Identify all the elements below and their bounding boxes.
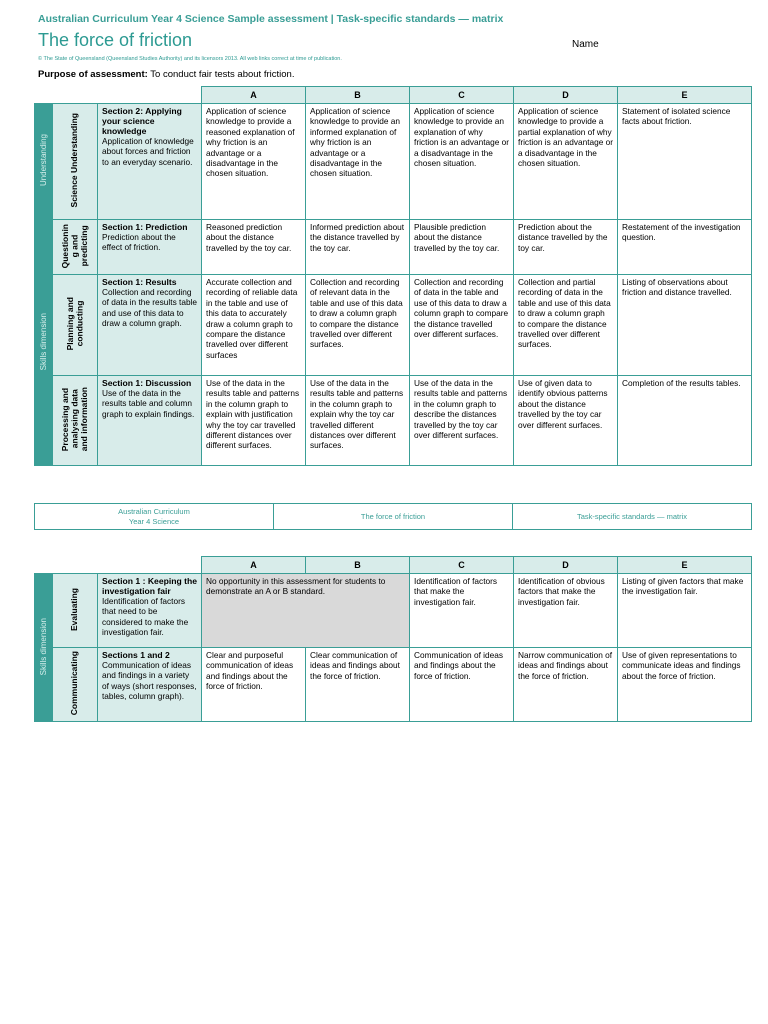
standard-cell-e: Restatement of the investigation question.	[618, 220, 752, 275]
skills-dimension-label: Skills dimension	[35, 574, 53, 722]
table-row	[35, 574, 752, 648]
table-row	[35, 220, 752, 275]
standard-cell-c: Application of science knowledge to provide an explanation of why friction is an advantage or a disadvantage in the chosen situation.	[410, 104, 514, 220]
row-description: Section 1 : Keeping the investigation fair Identification of factors that need to be considered to make the investigation fair.	[98, 574, 202, 648]
standard-cell-c: Use of the data in the results table and patterns in the column graph to describe the distances travelled by the toy car over different surfaces.	[410, 376, 514, 466]
row-description: Sections 1 and 2 Communication of ideas and findings in a variety of ways (short responses, tables, column graph).	[98, 648, 202, 722]
standard-cell-a: Clear and purposeful communication of ideas and findings about the force of friction.	[202, 648, 306, 722]
purpose-statement	[38, 69, 294, 80]
understanding-dimension-label: Understanding	[35, 104, 53, 220]
table-row	[35, 648, 752, 722]
row-description: Section 2: Applying your science knowledge Application of knowledge about forces and friction to an everyday scenario.	[98, 104, 202, 220]
grade-header-d: D	[514, 87, 618, 104]
curriculum-header: Australian Curriculum Year 4 Science Sample assessment | Task-specific standards — matrix	[38, 13, 504, 25]
standard-cell-e: Listing of observations about friction and distance travelled.	[618, 275, 752, 376]
page-title: The force of friction	[38, 30, 193, 50]
footer-title: The force of friction	[274, 504, 513, 529]
questioning-predicting-label: Questionin g and predicting	[53, 220, 98, 275]
header-spacer	[35, 87, 202, 104]
grade-header-c: C	[410, 87, 514, 104]
row-description: Section 1: Prediction Prediction about the effect of friction.	[98, 220, 202, 275]
standard-cell-c: Communication of ideas and findings about the force of friction.	[410, 648, 514, 722]
standard-cell-d: Use of given data to identify obvious patterns about the distance travelled by the toy car over different surfaces.	[514, 376, 618, 466]
standard-cell-e: Listing of given factors that make the investigation fair.	[618, 574, 752, 648]
standard-cell-a: Reasoned prediction about the distance travelled by the toy car.	[202, 220, 306, 275]
grade-header-e: E	[618, 557, 752, 574]
standard-cell-c: Plausible prediction about the distance travelled by the toy car.	[410, 220, 514, 275]
standard-cell-c: Identification of factors that make the investigation fair.	[410, 574, 514, 648]
grade-header-c: C	[410, 557, 514, 574]
standard-cell-b: Clear communication of ideas and findings about the force of friction.	[306, 648, 410, 722]
page-footer	[34, 503, 752, 530]
copyright-notice: © The State of Queensland (Queensland Studies Authority) and its licensors 2013. All web links correct at time of publication.	[38, 56, 342, 62]
standards-matrix-1	[34, 86, 752, 466]
grade-header-d: D	[514, 557, 618, 574]
footer-curriculum: Australian Curriculum Year 4 Science	[35, 504, 274, 529]
standard-cell-d: Collection and partial recording of data in the table and use of this data to draw a column graph to compare the distance travelled over different surfaces.	[514, 275, 618, 376]
table-row	[35, 376, 752, 466]
standard-cell-d: Prediction about the distance travelled by the toy car.	[514, 220, 618, 275]
processing-analysing-label: Processing and analysing data and information	[53, 376, 98, 466]
standard-cell-b: Collection and recording of relevant data in the table and use of this data to draw a column graph to compare the distance travelled over different surfaces.	[306, 275, 410, 376]
standard-cell-e: Statement of isolated science facts about friction.	[618, 104, 752, 220]
row-description: Section 1: Results Collection and recording of data in the results table and use of this data to draw a column graph.	[98, 275, 202, 376]
no-opportunity-cell: No opportunity in this assessment for students to demonstrate an A or B standard.	[202, 574, 410, 648]
header-spacer	[35, 557, 202, 574]
standard-cell-a: Application of science knowledge to provide a reasoned explanation of why friction is an advantage or a disadvantage in the chosen situation.	[202, 104, 306, 220]
standard-cell-d: Narrow communication of ideas and findings about the force of friction.	[514, 648, 618, 722]
standard-cell-b: Application of science knowledge to provide an informed explanation of why friction is an advantage or a disadvantage in the chosen situation.	[306, 104, 410, 220]
skills-dimension-label: Skills dimension	[35, 220, 53, 466]
standard-cell-a: Accurate collection and recording of reliable data in the table and use of this data to accurately draw a column graph to compare the distance travelled over different surfaces	[202, 275, 306, 376]
science-understanding-label: Science Understanding	[53, 104, 98, 220]
name-label: Name	[572, 39, 599, 50]
standard-cell-b: Use of the data in the results table and patterns in the column graph to explain why the toy car travelled different distances over different surfaces.	[306, 376, 410, 466]
table-row	[35, 275, 752, 376]
communicating-label: Communicating	[53, 648, 98, 722]
row-description: Section 1: Discussion Use of the data in the results table and column graph to explain findings.	[98, 376, 202, 466]
grade-header-b: B	[306, 557, 410, 574]
standard-cell-a: Use of the data in the results table and patterns in the column graph to explain with justification why the toy car travelled different distances over different surfaces.	[202, 376, 306, 466]
footer-matrix: Task-specific standards — matrix	[576, 511, 688, 521]
purpose-text: To conduct fair tests about friction.	[147, 69, 295, 80]
standard-cell-e: Use of given representations to communicate ideas and findings about the force of friction.	[618, 648, 752, 722]
table-row	[35, 104, 752, 220]
standard-cell-b: Informed prediction about the distance travelled by the toy car.	[306, 220, 410, 275]
planning-conducting-label: Planning and conducting	[53, 275, 98, 376]
grade-header-e: E	[618, 87, 752, 104]
standard-cell-c: Collection and recording of data in the table and use of this data to draw a column graph to compare the distance travelled over different surfaces.	[410, 275, 514, 376]
standard-cell-d: Identification of obvious factors that make the investigation fair.	[514, 574, 618, 648]
grade-header-a: A	[202, 557, 306, 574]
standard-cell-d: Application of science knowledge to provide a partial explanation of why friction is an advantage or a disadvantage in the chosen situation.	[514, 104, 618, 220]
purpose-label: Purpose of assessment:	[38, 69, 148, 80]
standards-matrix-2	[34, 556, 752, 722]
standard-cell-e: Completion of the results tables.	[618, 376, 752, 466]
evaluating-label: Evaluating	[53, 574, 98, 648]
grade-header-b: B	[306, 87, 410, 104]
grade-header-a: A	[202, 87, 306, 104]
